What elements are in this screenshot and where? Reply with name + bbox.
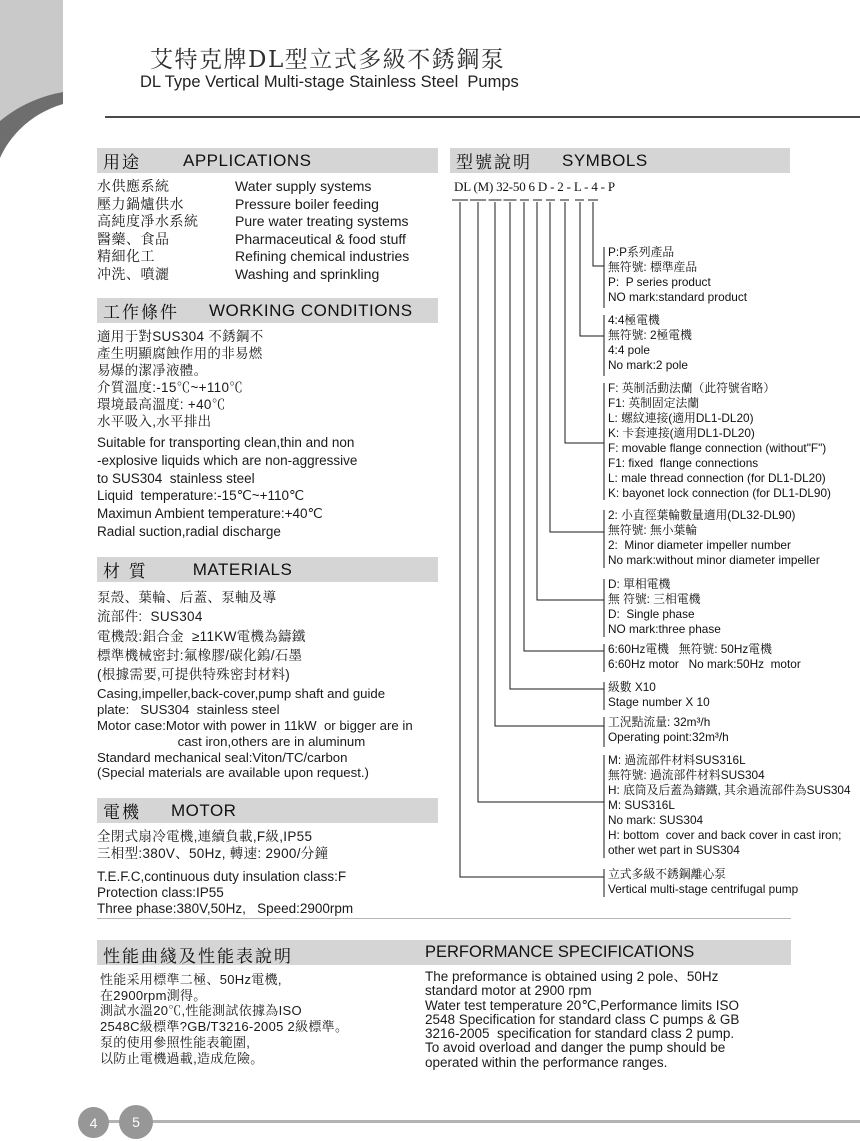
page-number-badge xyxy=(78,1107,109,1138)
symbol-block-stage xyxy=(608,680,710,710)
text-line: Liquid temperature:-15℃~+110℃ xyxy=(97,488,305,504)
symbols-heading-cn: 型號說明 xyxy=(456,153,532,172)
text-line: NO mark:standard product xyxy=(608,290,747,304)
text-line: D: Single phase xyxy=(608,607,695,621)
text-line: 環境最高溫度: +40℃ xyxy=(97,397,226,412)
text-line: F: 英制活動法蘭（此符號省略） xyxy=(608,381,776,395)
application-cn: 冲洗、噴灑 xyxy=(97,265,170,282)
text-line: 易爆的潔凈液體。 xyxy=(97,363,208,378)
materials-en-text xyxy=(97,686,438,781)
applications-heading-en: APPLICATIONS xyxy=(183,150,312,170)
working-conditions-heading-en: WORKING CONDITIONS xyxy=(209,300,413,320)
text-line: 2548C級標準?GB/T3216-2005 2級標準。 xyxy=(100,1019,349,1035)
materials-section xyxy=(97,557,438,781)
text-line: 電機殼:鋁合金 ≥11KW電機為鑄鐵 xyxy=(97,628,306,644)
text-line: 工況點流量: 32m³/h xyxy=(608,715,711,729)
application-item xyxy=(97,248,438,266)
materials-cn-text xyxy=(97,588,438,684)
page-number: 4 xyxy=(89,1114,98,1131)
text-line: plate: SUS304 stainless steel xyxy=(97,702,280,718)
application-item xyxy=(97,231,438,249)
model-code: DL (M) 32-50 6 D - 2 - L - 4 - P xyxy=(454,179,615,194)
text-line: Radial suction,radial discharge xyxy=(97,523,281,539)
text-line: cast iron,others are in aluminum xyxy=(97,733,366,749)
applications-header xyxy=(97,148,438,173)
text-line: Protection class:IP55 xyxy=(97,885,224,900)
text-line: No mark:without minor diameter impeller xyxy=(608,553,820,567)
text-line: other wet part in SUS304 xyxy=(608,843,740,857)
text-line: 6:60Hz motor No mark:50Hz motor xyxy=(608,657,801,671)
text-line: K: bayonet lock connection (for DL1-DL90) xyxy=(608,486,831,500)
text-line: Vertical multi-stage centrifugal pump xyxy=(608,882,799,896)
symbol-block-D xyxy=(608,577,721,637)
text-line: F1: fixed flange connections xyxy=(608,456,759,470)
materials-heading-en: MATERIALS xyxy=(192,559,293,579)
text-line: 流部件: SUS304 xyxy=(97,609,203,625)
performance-cn-text xyxy=(100,972,348,1066)
text-line: standard motor at 2900 rpm xyxy=(425,983,592,999)
text-line: Water test temperature 20℃,Performance limits ISO xyxy=(425,997,740,1013)
text-line: 2548 Specification for standard class C pumps & GB xyxy=(425,1011,740,1027)
text-line: To avoid overload and danger the pump should be xyxy=(425,1040,726,1056)
text-line: 產生明顯腐蝕作用的非易燃 xyxy=(97,346,263,361)
text-line: (Special materials are available upon request.) xyxy=(97,765,369,781)
motor-header xyxy=(97,798,438,823)
application-en: Refining chemical industries xyxy=(235,248,410,264)
symbol-block-P xyxy=(608,245,747,305)
application-cn: 精細化工 xyxy=(97,248,155,264)
symbol-block-M xyxy=(608,753,851,858)
page-subtitle: DL Type Vertical Multi-stage Stainless Steel Pumps xyxy=(140,73,519,91)
text-line: 4:4極電機 xyxy=(608,313,660,327)
text-line: 性能采用標準二極、50Hz電機, xyxy=(100,972,282,987)
text-line: No mark: SUS304 xyxy=(608,813,704,827)
working-conditions-header xyxy=(97,298,438,323)
application-cn: 水供應系統 xyxy=(97,178,170,194)
page-number: 5 xyxy=(132,1114,140,1130)
text-line: 3216-2005 specification for standard class 2 pump. xyxy=(425,1026,735,1042)
text-line: 立式多級不銹鋼離心泵 xyxy=(608,867,726,881)
text-line: M: SUS316L xyxy=(608,798,675,812)
page-title: 艾特克牌DL型立式多級不銹鋼泵 xyxy=(150,47,506,73)
applications-list xyxy=(97,178,438,283)
text-line: 在2900rpm測得。 xyxy=(100,987,207,1003)
symbol-block-4 xyxy=(608,313,692,373)
text-line: Stage number X 10 xyxy=(608,695,710,709)
text-line: 泵的使用參照性能表範圍, xyxy=(100,1034,251,1050)
motor-en-text xyxy=(97,869,438,917)
text-line: 無符號: 標準産品 xyxy=(608,260,698,274)
text-line: L: male thread connection (for DL1-DL20) xyxy=(608,471,826,485)
performance-header xyxy=(97,940,791,965)
text-line: P: P series product xyxy=(608,275,711,289)
application-cn: 醫藥、食品 xyxy=(97,230,170,247)
symbol-block-L xyxy=(608,381,831,501)
symbol-block-6 xyxy=(608,642,801,672)
text-line: 無符號: 無小葉輪 xyxy=(608,523,698,537)
application-en: Pressure boiler feeding xyxy=(235,195,379,212)
text-line: Suitable for transporting clean,thin and non xyxy=(97,435,355,450)
text-line: operated within the performance ranges. xyxy=(425,1054,668,1070)
application-en: Pure water treating systems xyxy=(235,213,409,229)
text-line: to SUS304 stainless steel xyxy=(97,470,255,486)
text-line: F: movable flange connection (without"F") xyxy=(608,441,827,455)
text-line: M: 過流部件材料SUS316L xyxy=(608,753,746,767)
page-number-badge xyxy=(119,1105,153,1139)
text-line: H: bottom cover and back cover in cast iron; xyxy=(608,828,842,842)
application-cn: 壓力鍋爐供水 xyxy=(97,195,184,212)
performance-en-text xyxy=(425,970,739,1070)
application-en: Pharmaceutical & food stuff xyxy=(235,230,406,247)
text-line: -explosive liquids which are non-aggressive xyxy=(97,452,358,468)
text-line: Casing,impeller,back-cover,pump shaft and guide xyxy=(97,686,386,702)
text-line: T.E.F.C,continuous duty insulation class:F xyxy=(97,869,347,884)
title-divider xyxy=(105,116,860,118)
application-en: Washing and sprinkling xyxy=(235,265,380,282)
application-item xyxy=(97,196,438,214)
text-line: 以防止電機過載,造成危險。 xyxy=(100,1050,264,1066)
text-line: Standard mechanical seal:Viton/TC/carbon xyxy=(97,749,348,765)
materials-heading-cn: 材 質 xyxy=(103,562,148,581)
symbol-block-flow xyxy=(608,715,729,745)
text-line: 全閉式扇冷電機,連續負載,F級,IP55 xyxy=(97,829,313,844)
text-line: (根據需要,可提供特殊密封材料) xyxy=(97,667,291,683)
text-line: No mark:2 pole xyxy=(608,358,688,372)
motor-cn-text xyxy=(97,828,438,862)
text-line: 6:60Hz電機 無符號: 50Hz電機 xyxy=(608,642,772,656)
working-conditions-cn-text xyxy=(97,328,438,430)
working-conditions-section xyxy=(97,298,438,541)
text-line: 4:4 pole xyxy=(608,343,650,357)
text-line: F1: 英制固定法蘭 xyxy=(608,396,700,410)
symbol-block-2 xyxy=(608,508,820,568)
application-item xyxy=(97,213,438,231)
text-line: Motor case:Motor with power in 11kW or bigger are in xyxy=(97,718,413,734)
application-item xyxy=(97,266,438,284)
text-line: 介質溫度:-15℃~+110℃ xyxy=(97,380,244,395)
applications-section xyxy=(97,148,438,283)
text-line: H: 底筒及后蓋為鑄鐵, 其余過流部件為SUS304 xyxy=(608,783,851,797)
symbols-column xyxy=(450,148,851,928)
text-line: 級數 X10 xyxy=(608,680,656,694)
symbols-heading-en: SYMBOLS xyxy=(562,150,648,170)
text-line: 無 符號: 三相電機 xyxy=(608,592,701,606)
text-line: 水平吸入,水平排出 xyxy=(97,414,212,429)
text-line: L: 螺紋連接(適用DL1-DL20) xyxy=(608,411,754,425)
applications-heading-cn: 用途 xyxy=(103,153,141,172)
corner-swoosh-decoration xyxy=(0,0,70,165)
text-line: K: 卡套連接(適用DL1-DL20) xyxy=(608,426,755,440)
text-line: P:P系列產品 xyxy=(608,245,675,259)
performance-divider xyxy=(97,918,791,919)
text-line: 無符號: 2極電機 xyxy=(608,328,692,342)
motor-heading-en: MOTOR xyxy=(171,800,237,820)
text-line: The preformance is obtained using 2 pole、50Hz xyxy=(425,969,719,984)
text-line: Maximun Ambient temperature:+40℃ xyxy=(97,506,323,522)
application-item xyxy=(97,178,438,196)
text-line: 測試水溫20℃,性能測試依據為ISO xyxy=(100,1003,302,1019)
footer-line xyxy=(92,1120,860,1123)
symbol-block-DL xyxy=(608,867,798,897)
application-en: Water supply systems xyxy=(235,178,372,194)
application-cn: 高純度凈水系統 xyxy=(97,213,199,229)
text-line: Operating point:32m³/h xyxy=(608,730,729,744)
performance-heading-cn: 性能曲綫及性能表說明 xyxy=(103,947,293,966)
motor-section xyxy=(97,798,438,917)
performance-heading-en: PERFORMANCE SPECIFICATIONS xyxy=(425,943,695,961)
motor-heading-cn: 電機 xyxy=(103,803,141,822)
materials-header xyxy=(97,557,438,582)
text-line: 三相型:380V、50Hz, 轉速: 2900/分鐘 xyxy=(97,846,329,861)
text-line: 無符號: 過流部件材料SUS304 xyxy=(608,768,765,782)
working-conditions-heading-cn: 工作條件 xyxy=(103,303,179,322)
text-line: D: 單相電機 xyxy=(608,577,671,591)
text-line: Three phase:380V,50Hz, Speed:2900rpm xyxy=(97,901,354,916)
text-line: 標準機械密封:氟橡膠/碳化鎢/石墨 xyxy=(97,647,303,663)
text-line: NO mark:three phase xyxy=(608,622,721,636)
text-line: 2: Minor diameter impeller number xyxy=(608,538,791,552)
working-conditions-en-text xyxy=(97,434,438,541)
text-line: 泵殼、葉輪、后蓋、泵軸及導 xyxy=(97,590,277,605)
text-line: 適用于對SUS304 不銹鋼不 xyxy=(97,329,264,344)
text-line: 2: 小直徑葉輪數量適用(DL32-DL90) xyxy=(608,508,796,522)
